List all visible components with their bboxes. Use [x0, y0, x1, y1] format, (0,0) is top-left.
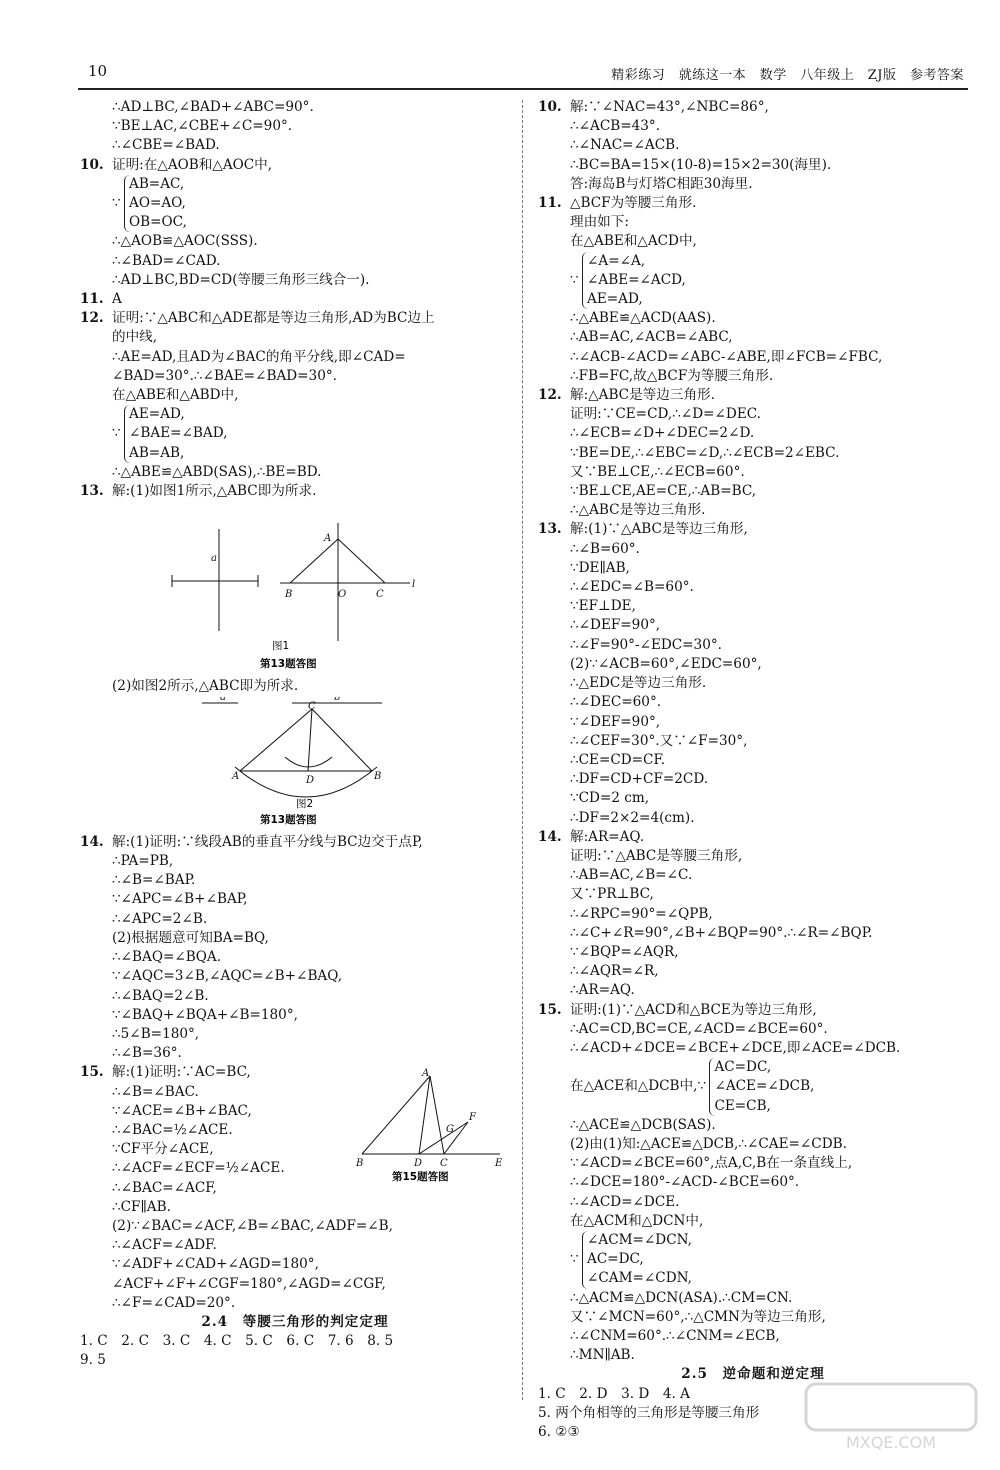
figure-15 [352, 1066, 507, 1186]
system-row: OB=OC, [129, 214, 187, 231]
system-row: ∠A=∠A, [587, 252, 646, 269]
answer-line [80, 833, 510, 852]
answer-line: ∴∠CEF=30°.又∵∠F=30°, [570, 732, 748, 749]
answer-line: ∴△ABE≌△ACD(AAS). [570, 310, 716, 327]
answer-line: 在△ABE和△ABD中, [112, 387, 239, 404]
because-symbol: ∵ [112, 425, 121, 442]
answer-text: 证明:∵△ABC和△ADE都是等边三角形,AD为BC边上 [112, 310, 435, 327]
answer-line: ∴∠ECB=∠D+∠DEC=2∠D. [570, 425, 755, 442]
answer-line: ∴∠CNM=60°.∴∠CNM=∠ECB, [570, 1328, 780, 1344]
answer-line: ∴AB=AC,∠ACB=∠ABC, [570, 329, 733, 346]
question-number: 14. [80, 833, 104, 850]
question-number: 12. [538, 387, 562, 404]
answer-line: ∴∠ACD+∠DCE=∠BCE+∠DCE,即∠ACE=∠DCB. [570, 1039, 901, 1056]
answer-line: ∵DE∥AB, [570, 559, 630, 576]
answer-line: (2)∵∠ACB=60°,∠EDC=60°, [570, 655, 762, 672]
answer-line: ∴△ACE≌△DCB(SAS). [570, 1116, 716, 1133]
system-row: ∠CAM=∠CDN, [587, 1270, 692, 1287]
system-row: AE=AD, [129, 406, 185, 423]
question-number: 11. [80, 291, 104, 308]
answer-line: (2)由(1)知:△ACE≌△DCB,∴∠CAE=∠CDB. [570, 1135, 847, 1152]
system-row: AE=AD, [587, 291, 643, 308]
fig1-title: 第13题答图 [260, 658, 317, 671]
answer-line: ∴∠C+∠R=90°,∠B+∠BQP=90°.∴∠R=∠BQP. [570, 924, 873, 941]
answer-line: ∵BE⊥CE,AE=CE,∴AB=BC, [570, 483, 757, 500]
answer-text: 解:∵∠NAC=43°,∠NBC=86°, [570, 99, 769, 115]
answer-line: 的中线, [112, 329, 158, 346]
answer-line: ∵EF⊥DE, [570, 598, 636, 615]
fig15-title: 第15题答图 [392, 1171, 449, 1183]
right-column [538, 98, 968, 1442]
fig15-label-D: D [414, 1158, 423, 1169]
brace-group [582, 252, 686, 310]
answer-line: ∴CE=CD=CF. [570, 751, 666, 768]
fig1-label-C: C [376, 589, 384, 601]
fig2-label-b: b [334, 696, 341, 703]
answer-line: ∴∠B=60°. [570, 540, 640, 557]
answer-line: ∵∠ADF+∠CAD+∠AGD=180°, [112, 1256, 319, 1273]
system-row: AC=DC, [587, 1251, 644, 1268]
system-row: AC=DC, [714, 1059, 772, 1076]
answer-line: 1. C 2. D 3. D 4. A [538, 1385, 690, 1402]
answer-line [538, 1001, 968, 1020]
answer-line [80, 309, 510, 328]
answer-line: ∴△ABC是等边三角形. [570, 502, 706, 519]
answer-line: ∴∠F=∠CAD=20°. [112, 1294, 236, 1311]
answer-line: ∵∠APC=∠B+∠BAP, [112, 891, 248, 908]
question-number: 15. [538, 1001, 562, 1018]
answer-text: 解:(1)证明:∵AC=BC, [112, 1064, 251, 1081]
answer-line [538, 98, 968, 117]
fig15-label-E: E [495, 1158, 503, 1169]
answer-line: ∴AD⊥BC,BD=CD(等腰三角形三线合一). [112, 271, 370, 288]
answer-text: 解:(1)∵△ABC是等边三角形, [570, 521, 748, 538]
system-row: ∠ACM=∠DCN, [587, 1231, 692, 1248]
answer-line: ∴∠ACF=∠ECF=½∠ACE. [112, 1160, 285, 1177]
equation-system [538, 252, 968, 310]
answer-line: ∴∠DCE=180°-∠ACD-∠BCE=60°. [570, 1174, 800, 1191]
answer-line: ∴∠RPC=90°=∠QPB, [570, 905, 713, 922]
answer-line: ∵BE⊥AC,∠CBE+∠C=90°. [112, 118, 293, 135]
system-row: ∠ABE=∠ACD, [587, 271, 686, 288]
system-row: AB=AC, [129, 175, 185, 192]
answer-line: ∴MN∥AB. [570, 1347, 635, 1364]
answer-line [538, 386, 968, 405]
system-row: ∠ACE=∠DCB, [714, 1078, 815, 1095]
answer-line: ∴∠APC=2∠B. [112, 910, 208, 927]
fig15-label-B: B [356, 1158, 364, 1169]
answer-line: ∴∠DEF=90°, [570, 617, 661, 634]
answer-text: △BCF为等腰三角形. [570, 195, 697, 212]
answer-line: 又∵PR⊥BC, [570, 886, 654, 903]
answer-text: 解:(1)证明:∵线段AB的垂直平分线与BC边交于点P, [112, 833, 423, 850]
answer-line: (2)根据题意可知BA=BQ, [112, 929, 269, 946]
answer-line: ∴CF∥AB. [112, 1198, 171, 1215]
answer-line: 又∵∠MCN=60°,∴△CMN为等边三角形, [570, 1308, 826, 1325]
answer-line: ∴∠EDC=∠B=60°. [570, 579, 694, 596]
fig1-label-A: A [324, 533, 332, 545]
answer-line: ∴FB=FC,故△BCF为等腰三角形. [570, 367, 774, 384]
answer-line: ∵∠DEF=90°, [570, 713, 661, 730]
answer-line: ∴∠BAQ=2∠B. [112, 987, 209, 1004]
answer-line: ∴△ABE≌△ABD(SAS),∴BE=BD. [112, 463, 322, 480]
brace-group [709, 1058, 814, 1116]
answer-line: ∴∠F=90°-∠EDC=30°. [570, 636, 722, 653]
system-intro: 在△ACE和△DCB中, [570, 1078, 698, 1095]
answer-line [80, 156, 510, 175]
answer-line: ∴DF=2×2=4(cm). [570, 809, 695, 826]
fig1-caption: 图1 [272, 640, 290, 653]
answer-line: ∴AC=CD,BC=CE,∠ACD=∠BCE=60°. [570, 1020, 828, 1037]
question-number: 13. [80, 483, 104, 500]
answer-line: ∴AB=AC,∠B=∠C. [570, 867, 693, 884]
answer-line: ∵∠AQC=3∠B,∠AQC=∠B+∠BAQ, [112, 968, 343, 985]
answer-line: ∴∠BAQ=∠BQA. [112, 949, 222, 966]
section-title: 2.5 逆命题和逆定理 [681, 1366, 825, 1383]
fig15-label-F: F [469, 1112, 476, 1123]
because-symbol: ∵ [697, 1078, 707, 1095]
answer-line: ∴∠BAC=½∠ACE. [112, 1121, 233, 1138]
answer-line: ∴PA=PB, [112, 853, 174, 870]
watermark-text: MXQE.COM [845, 1433, 937, 1452]
answer-line: ∴∠B=36°. [112, 1045, 182, 1062]
answer-line [538, 194, 968, 213]
fig2-title: 第13题答图 [260, 813, 317, 826]
answer-line: ∴∠ACB=43°. [570, 118, 661, 135]
answer-line: ∴∠CBE=∠BAD. [112, 137, 220, 154]
answer-text: 解:AR=AQ. [570, 828, 645, 845]
answer-line: ∴△ACM≌△DCN(ASA).∴CM=CN. [570, 1289, 793, 1306]
brace-group [582, 1231, 692, 1289]
answer-line: ∵BE=DE,∴∠EBC=∠D,∴∠ECB=2∠EBC. [570, 444, 840, 461]
answer-line: 又∵BE⊥CE,∴∠ECB=60°. [570, 463, 745, 480]
answer-line: ∴∠B=∠BAP. [112, 872, 196, 889]
system-row: ∠BAE=∠BAD, [129, 425, 228, 442]
answer-line: 证明:∵△ABC是等腰三角形, [570, 847, 743, 864]
answer-line: ∴DF=CD+CF=2CD. [570, 771, 709, 788]
because-symbol: ∵ [570, 271, 579, 288]
question-number: 10. [538, 99, 562, 115]
answer-line: 1. C 2. C 3. C 4. C 5. C 6. C 7. 6 8. 5 [80, 1333, 394, 1350]
equation-system [80, 405, 510, 463]
fig2-label-D: D [306, 774, 315, 786]
answer-line: 在△ACM和△DCN中, [570, 1212, 704, 1229]
answer-line: ∴∠DEC=60°. [570, 694, 662, 711]
question-number: 13. [538, 521, 562, 538]
question-number: 11. [538, 195, 562, 212]
fig2-label-C: C [308, 700, 316, 712]
answer-line: ∵∠BQP=∠AQR, [570, 943, 679, 960]
fig1-label-a: a [211, 553, 217, 565]
fig1-label-l: l [412, 579, 416, 591]
equation-system [80, 175, 510, 233]
system-row: AB=AB, [129, 444, 185, 461]
answer-text: 证明:在△AOB和△AOC中, [112, 156, 273, 173]
fig1-label-B: B [285, 589, 293, 601]
question-number: 14. [538, 828, 562, 845]
answer-line: ∴△AOB≌△AOC(SSS). [112, 233, 258, 250]
fig15-label-A: A [422, 1068, 430, 1079]
watermark-logo [796, 1378, 986, 1458]
answer-line: (2)∵∠BAC=∠ACF,∠B=∠BAC,∠ADF=∠B, [112, 1217, 393, 1234]
answer-line: ∴∠BAC=∠ACF, [112, 1179, 217, 1196]
answer-line: 答:海岛B与灯塔C相距30海里. [570, 175, 753, 192]
system-row: AO=AO, [129, 195, 186, 212]
answer-line [538, 520, 968, 539]
fig15-label-C: C [440, 1158, 448, 1169]
answer-line: 9. 5 [80, 1352, 106, 1369]
fig2-label-B: B [374, 770, 382, 782]
answer-text: 解:(1)如图1所示,△ABC即为所求. [112, 483, 317, 500]
question-number: 15. [80, 1064, 104, 1081]
answer-line: ∴∠B=∠BAC. [112, 1083, 199, 1100]
fig2-caption: 图2 [296, 797, 314, 810]
answer-line: ∴△EDC是等边三角形. [570, 675, 707, 692]
header-rule [78, 88, 968, 90]
page-number: 10 [88, 62, 108, 80]
answer-line: 证明:∵CE=CD,∴∠D=∠DEC. [570, 406, 761, 423]
answer-line [80, 290, 510, 309]
answer-line: 理由如下: [570, 214, 629, 231]
answer-text: 解:△ABC是等边三角形. [570, 387, 715, 404]
answer-line [538, 828, 968, 847]
answer-line [80, 482, 510, 501]
answer-line: ∵CF平分∠ACE, [112, 1141, 214, 1158]
answer-line: ∴∠ACF=∠ADF. [112, 1237, 217, 1254]
because-symbol: ∵ [112, 195, 121, 212]
fig2-label-a: a [220, 696, 226, 703]
answer-line: ∴5∠B=180°, [112, 1025, 200, 1042]
answer-line: ∵∠ACE=∠B+∠BAC, [112, 1102, 252, 1119]
fig2-label-A: A [232, 770, 240, 782]
answer-line: ∴∠AQR=∠R, [570, 963, 659, 980]
answer-line: ∴AR=AQ. [570, 982, 635, 999]
figure-13-2 [80, 697, 510, 833]
answer-line: 6. ②③ [538, 1424, 580, 1441]
answer-line: (2)如图2所示,△ABC即为所求. [112, 678, 299, 695]
answer-line: ∴BC=BA=15×(10-8)=15×2=30(海里). [570, 156, 832, 173]
answer-line: ∠ACF+∠F+∠CGF=180°,∠AGD=∠CGF, [112, 1275, 386, 1292]
fig1-label-O: O [338, 589, 347, 601]
answer-text: A [112, 291, 122, 308]
question-number: 12. [80, 310, 104, 327]
answer-line: ∵CD=2 cm, [570, 790, 650, 807]
answer-line: ∴∠NAC=∠ACB. [570, 137, 680, 154]
because-symbol: ∵ [570, 1251, 579, 1268]
answer-line: ∴AE=AD,且AD为∠BAC的角平分线,即∠CAD= [112, 348, 406, 365]
answer-line: 5. 两个角相等的三角形是等腰三角形 [538, 1404, 760, 1421]
answer-line: ∵∠ACD=∠BCE=60°,点A,C,B在一条直线上, [570, 1155, 853, 1172]
running-header: 精彩练习 就练这一本 数学 八年级上 ZJ版 参考答案 [611, 68, 964, 83]
brace-group [124, 175, 187, 233]
answer-line: ∵∠BAQ+∠BQA+∠B=180°, [112, 1006, 298, 1023]
answer-line: ∴∠ACB-∠ACD=∠ABC-∠ABE,即∠FCB=∠FBC, [570, 348, 883, 365]
answer-line: ∴∠ACD=∠DCE. [570, 1193, 680, 1210]
answer-line: ∴∠BAD=∠CAD. [112, 252, 221, 269]
fig15-label-G: G [446, 1124, 454, 1135]
question-number: 10. [80, 156, 104, 173]
section-title: 2.4 等腰三角形的判定定理 [201, 1313, 389, 1330]
figure-13-1 [80, 501, 510, 677]
answer-line: ∴AD⊥BC,∠BAD+∠ABC=90°. [112, 99, 314, 115]
equation-system [538, 1231, 968, 1289]
answer-line: 在△ABE和△ACD中, [570, 233, 697, 250]
equation-system [538, 1058, 968, 1116]
answer-text: 证明:(1)∵△ACD和△BCE为等边三角形, [570, 1001, 817, 1018]
brace-group [124, 405, 227, 463]
column-divider [522, 100, 523, 1400]
system-row: CE=CB, [714, 1097, 771, 1114]
answer-line: ∠BAD=30°.∴∠BAE=∠BAD=30°. [112, 367, 337, 384]
